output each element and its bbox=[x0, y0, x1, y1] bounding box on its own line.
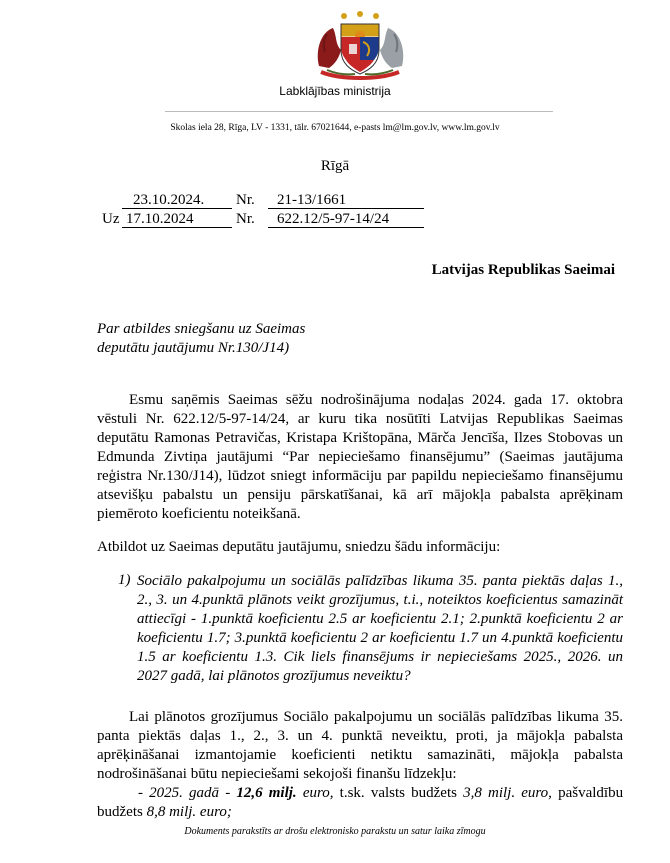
list-item-question: Sociālo pakalpojumu un sociālās palīdzības likuma 35. panta piektās daļas 1., 2., 3. un 4.punktā plānots veikt grozījumus, t.i., noteiktos koeficientus samazināt attiecīgi - 1.punktā koeficientu 2.5 ar koeficientu 2.1; 2.punktā koeficientu 2 ar koeficientu 1.7; 3.punktā koeficientu 2 ar koeficientu 1.7 un 4.punktā koeficientu 1.5 ar koeficientu 1.3. Cik liels finansējums ir nepieciešams 2025., 2026. un 2027 gadā, lai plānotos grozījumus neveiktu? bbox=[137, 573, 623, 684]
funding-year: - 2025. gadā bbox=[138, 785, 220, 801]
ministry-address: Skolas iela 28, Rīga, LV - 1331, tālr. 67021644, e-pasts lm@lm.gov.lv, www.lm.gov.lv bbox=[170, 123, 500, 133]
ministry-name: Labklājības ministrija bbox=[279, 84, 391, 98]
list-item-number: 1) bbox=[118, 572, 131, 588]
registration-nr-label: Nr. bbox=[236, 192, 255, 208]
funding-municipal-amount: 8,8 milj. euro; bbox=[146, 804, 232, 820]
body-paragraph-3: Lai plānotos grozījumus Sociālo pakalpojumu un sociālās palīdzības likuma 35. panta piektās daļas 1., 2., 3. un 4. punktā neveiktu, proti, ja mājokļa pabalsta aprēķināšanai izmantojamie koeficienti netiktu samazināti, mājokļa pabalsta nodrošināšanai būtu nepieciešami sekojoši finanšu līdzekļu: bbox=[97, 709, 623, 782]
subject-line-1: Par atbildes sniegšanu uz Saeimas bbox=[97, 321, 306, 337]
registration-number: 21-13/1661 bbox=[277, 192, 347, 208]
city: Rīgā bbox=[320, 158, 350, 174]
reference-nr-label: Nr. bbox=[236, 211, 255, 227]
registration-row-outgoing bbox=[0, 192, 670, 210]
funding-amount: 12,6 milj. bbox=[236, 785, 297, 801]
funding-municipal-label: pašvaldību budžets bbox=[97, 785, 624, 820]
e-signature-notice: Dokuments parakstīts ar drošu elektronisko parakstu un satur laika zīmogu bbox=[184, 826, 486, 837]
body-paragraph-1: Esmu saņēmis Saeimas sēžu nodrošinājuma nodaļas 2024. gada 17. oktobra vēstuli Nr. 622.12/5-97-14/24, ar kuru tika nosūtīti Latvijas Republikas Saeimas deputātu Ramonas Petravičas, Kristapa Krištopāna, Mārča Jencīša, Ilzes Stobovas un Edmunda Zivtiņa jautājumi “Par nepieciešamo finansējumu” (Saeimas jautājuma reģistra Nr.130/J14), lūdzot sniegt informāciju par papildu nepieciešamo finansējumu atsevišķu pabalstu un pensiju pārskatīšanai, kā arī mājokļa pabalsta aprēķinam piemēroto koeficientu noteikšanā. bbox=[97, 392, 623, 522]
coat-of-arms-logo bbox=[313, 10, 408, 80]
registration-row-reference bbox=[0, 211, 670, 229]
funding-2025-line bbox=[97, 784, 623, 822]
reference-date: 17.10.2024 bbox=[126, 211, 194, 227]
funding-dash: - bbox=[225, 785, 231, 801]
subject-line-2: deputātu jautājumu Nr.130/J14) bbox=[97, 340, 290, 356]
body-paragraph-2: Atbildot uz Saeimas deputātu jautājumu, sniedzu šādu informāciju: bbox=[97, 539, 501, 555]
header-divider bbox=[165, 111, 553, 112]
funding-state-amount: 3,8 milj. euro, bbox=[463, 785, 552, 801]
registration-date: 23.10.2024. bbox=[133, 192, 205, 208]
recipient: Latvijas Republikas Saeimai bbox=[431, 262, 615, 278]
registration-prefix: Uz bbox=[102, 211, 120, 227]
funding-state-label: t.sk. valsts budžets bbox=[339, 785, 457, 801]
reference-number: 622.12/5-97-14/24 bbox=[277, 211, 390, 227]
subject bbox=[97, 320, 305, 358]
funding-currency: euro, bbox=[302, 785, 334, 801]
